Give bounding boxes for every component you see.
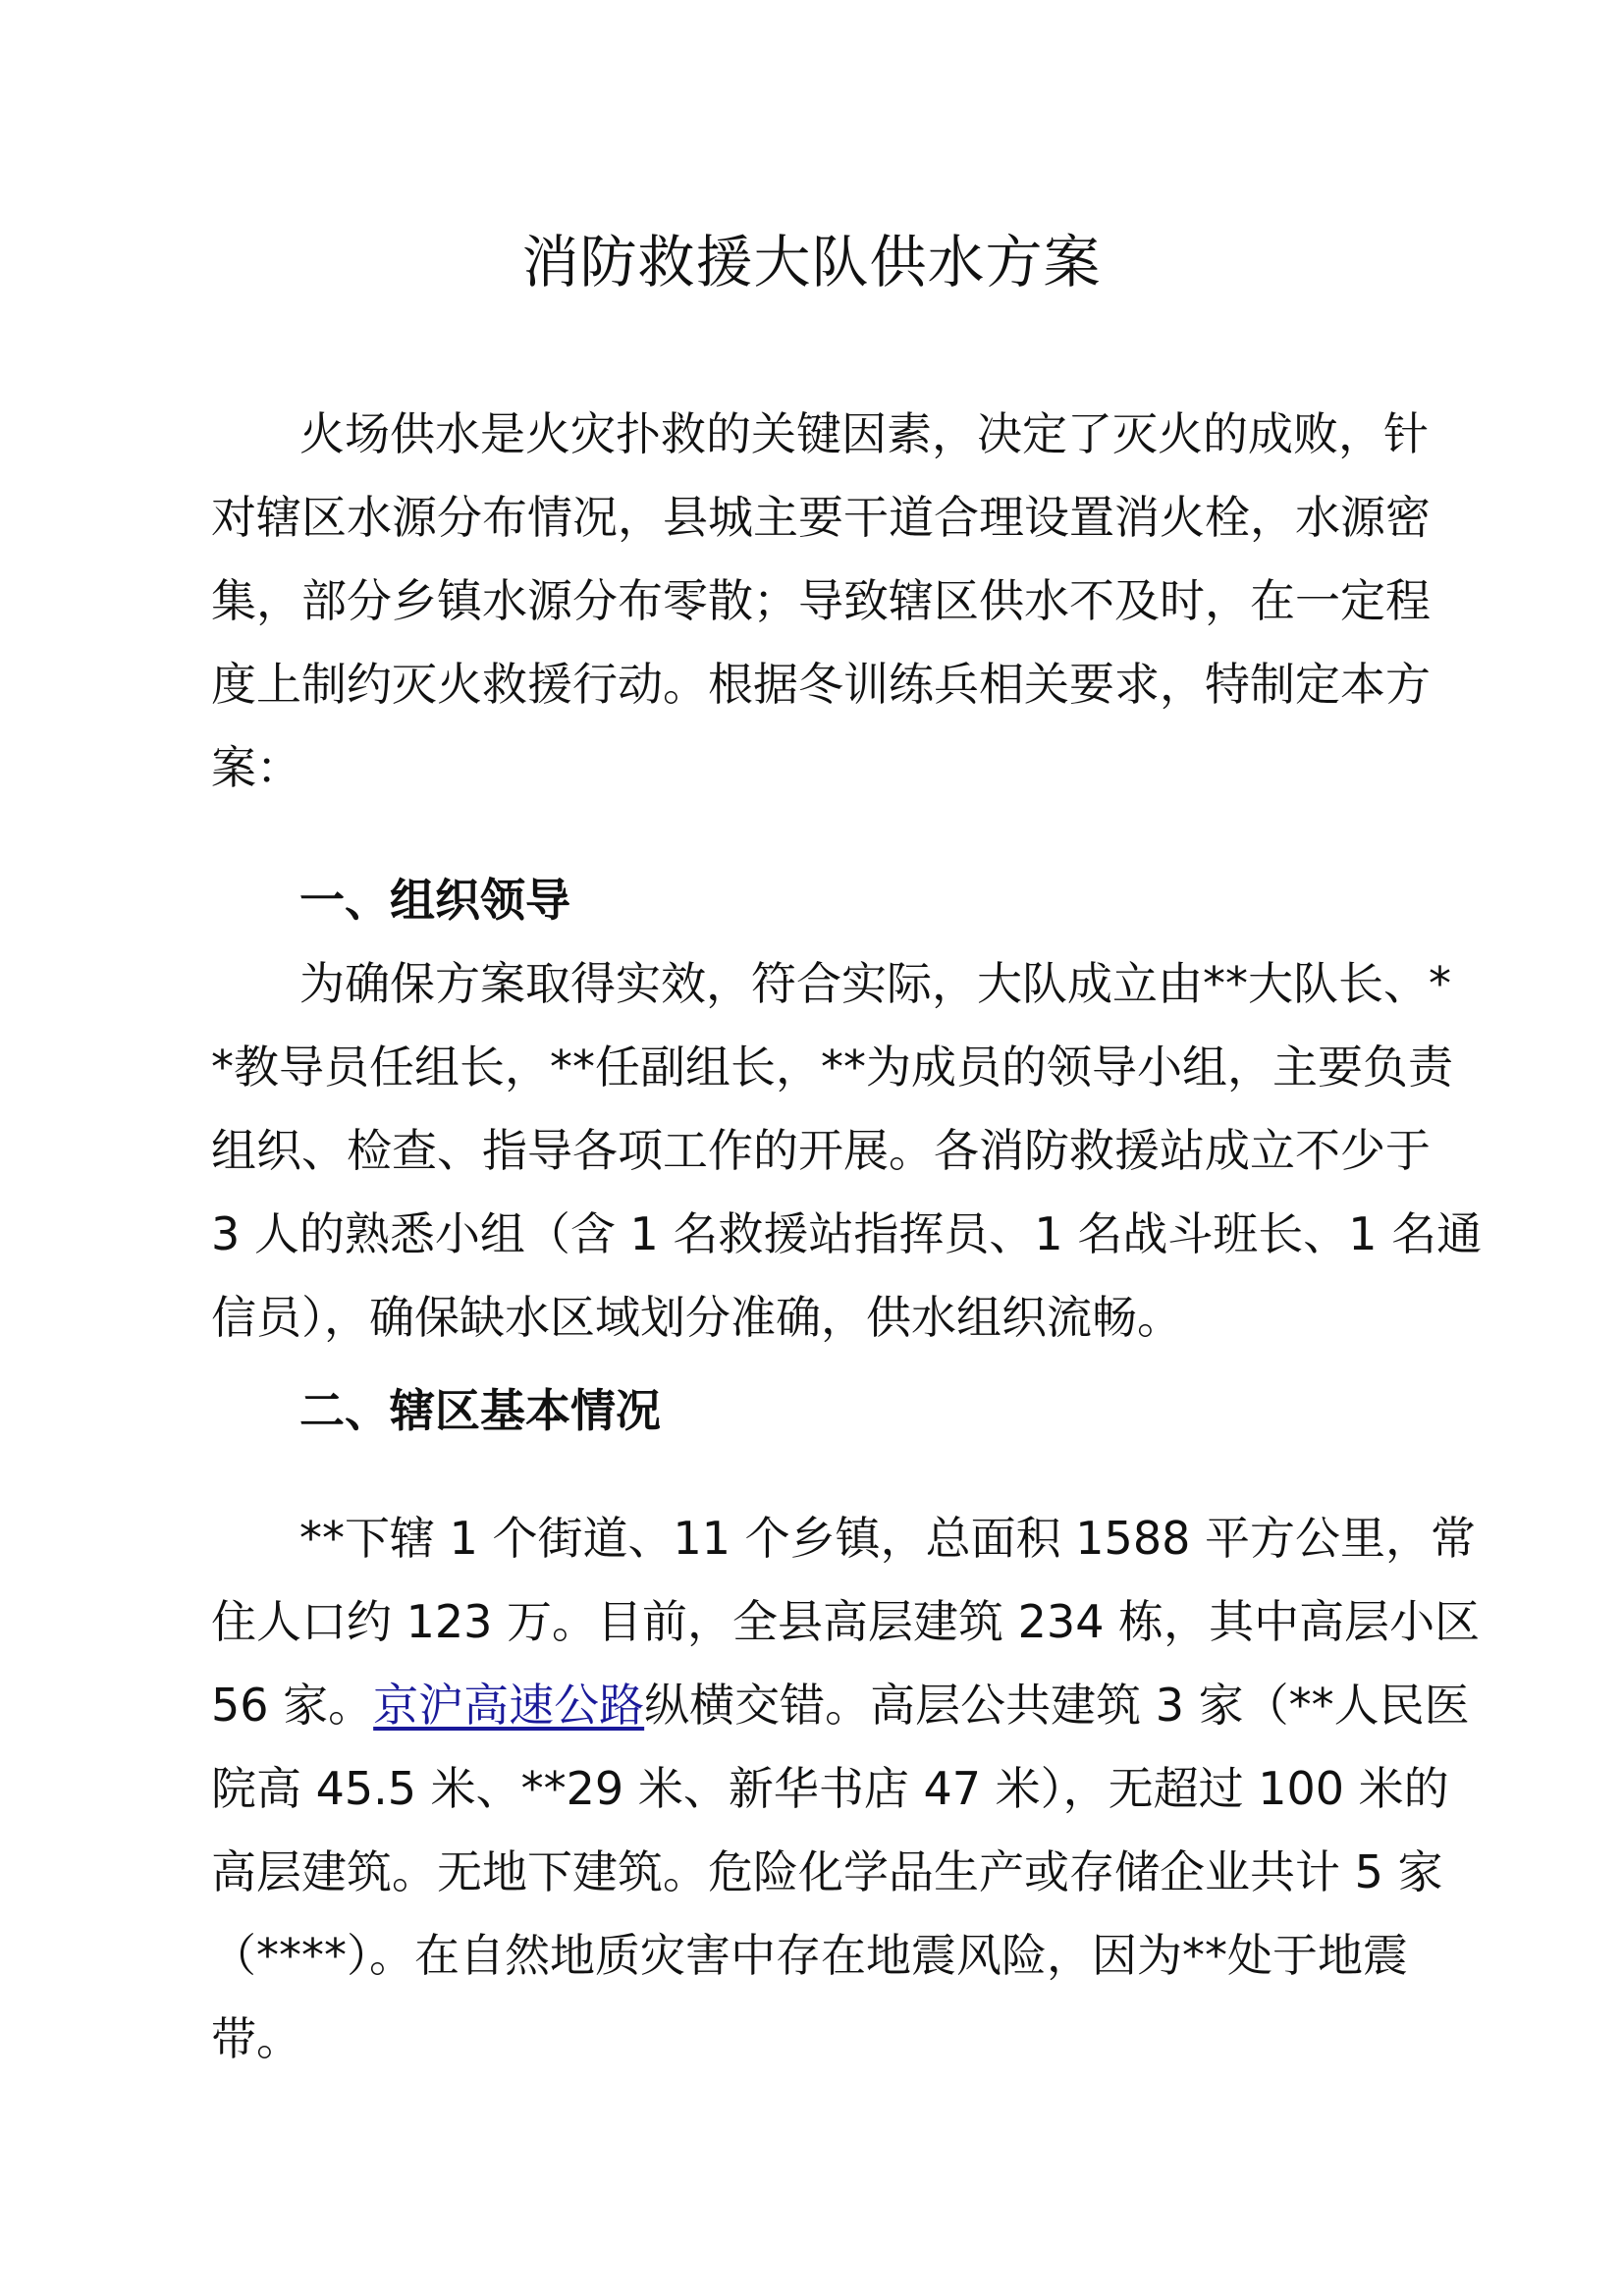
intro-line-3: 集，部分乡镇水源分布零散；导致辖区供水不及时，在一定程 [211,574,1431,627]
section-2-line-6: （****）。在自然地质灾害中存在地震风险，因为**处于地震 [211,1929,1408,1982]
section-2-line-4: 院高 45.5 米、**29 米、新华书店 47 米），无超过 100 米的 [211,1762,1449,1815]
intro-line-4: 度上制约灭火救援行动。根据冬训练兵相关要求，特制定本方 [211,658,1431,711]
intro-line-2: 对辖区水源分布情况，县城主要干道合理设置消火栓，水源密 [211,491,1431,544]
section-1-line-2: *教导员任组长，**任副组长，**为成员的领导小组，主要负责 [211,1041,1453,1094]
section-2-line-3-start: 56 家。 [211,1679,374,1732]
intro-line-5: 案： [211,741,301,794]
section-1-line-1: 为确保方案取得实效，符合实际，大队成立由**大队长、* [299,957,1451,1010]
section-1-heading: 一、组织领导 [299,874,570,927]
section-2-line-3 [211,1661,1470,1749]
intro-line-1: 火场供水是火灾扑救的关键因素，决定了灭火的成败，针 [299,407,1429,460]
section-2-line-7: 带。 [211,2012,301,2065]
section-2-line-5: 高层建筑。无地下建筑。危险化学品生产或存储企业共计 5 家 [211,1845,1443,1898]
section-1-line-3: 组织、检查、指导各项工作的开展。各消防救援站成立不少于 [211,1124,1431,1177]
document-title: 消防救援大队供水方案 [521,229,1102,295]
section-2-line-2: 住人口约 123 万。目前，全县高层建筑 234 栋，其中高层小区 [211,1595,1481,1648]
section-1-line-4: 3 人的熟悉小组（含 1 名救援站指挥员、1 名战斗班长、1 名通 [211,1207,1483,1260]
section-1-line-5: 信员），确保缺水区域划分准确，供水组织流畅。 [211,1291,1182,1344]
section-2-heading: 二、辖区基本情况 [299,1384,661,1437]
expressway-link[interactable]: 京沪高速公路 [373,1679,645,1732]
section-2-line-3-end: 纵横交错。高层公共建筑 3 家（**人民医 [644,1679,1470,1732]
section-2-line-1: **下辖 1 个街道、11 个乡镇，总面积 1588 平方公里，常 [299,1512,1476,1565]
